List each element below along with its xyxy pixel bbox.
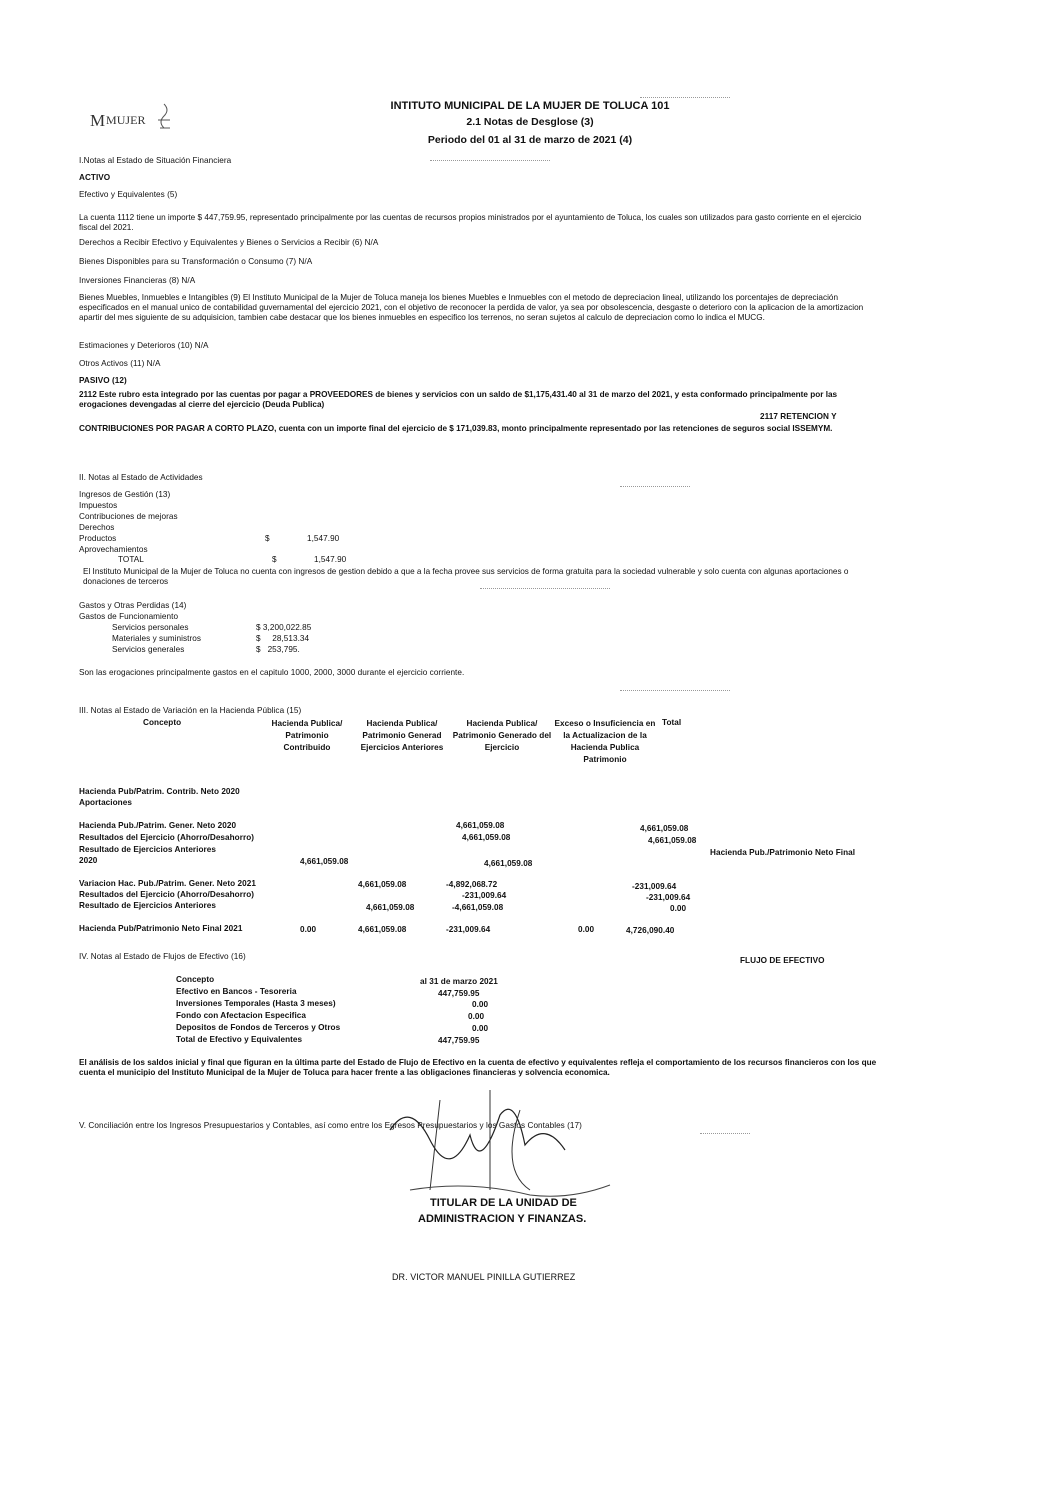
gasto-item-value: $ 253,795. [256, 645, 300, 654]
table-cell-total: 4,661,059.08 [648, 836, 697, 845]
signature-role-2: ADMINISTRACION Y FINANZAS. [418, 1213, 587, 1225]
table-row-label: Resultados del Ejercicio (Ahorro/Desahorro) [79, 890, 255, 899]
productos-currency: $ [265, 534, 270, 543]
table-row-label: Aportaciones [79, 798, 132, 807]
retencion-text: CONTRIBUCIONES POR PAGAR A CORTO PLAZO, cuenta con un importe final del ejercicio de $ 171,039.83, monto principalmente representado por las retenciones de seguros social ISSEMYM. [79, 424, 833, 433]
ingresos-total-currency: $ [272, 555, 277, 564]
table-cell: 4,661,059.08 [358, 925, 407, 934]
scan-noise [620, 486, 690, 487]
section-1-title: I.Notas al Estado de Situación Financiera [79, 156, 232, 165]
gasto-item-label: Servicios generales [112, 645, 185, 654]
table-cell: -4,661,059.08 [452, 903, 504, 912]
flujo-row-value: 447,759.95 [438, 1036, 480, 1045]
pasivo-text: 2112 Este rubro esta integrado por las cuentas por pagar a PROVEEDORES de bienes y servicios con un saldo de $1,175,431.40 al 31 de marzo del 2021, y esta conformado principalmente por las erogaciones devengadas al cierre del ejercicio (Deuda Publica) [79, 390, 838, 409]
gasto-item-label: Materiales y suministros [112, 634, 202, 643]
col-header-anteriores: Hacienda Publica/ Patrimonio Generad Ejercicios Anteriores [360, 719, 444, 752]
table-cell: 0.00 [300, 925, 317, 934]
signature-image [370, 1090, 630, 1210]
scan-noise [620, 690, 730, 691]
table-cell: 0.00 [578, 925, 595, 934]
flujo-row-label: Fondo con Afectacion Especifica [176, 1011, 306, 1020]
table-cell: 4,661,059.08 [484, 859, 533, 868]
flujo-row-label: Efectivo en Bancos - Tesoreria [176, 987, 297, 996]
table-row-label: Hacienda Pub/Patrim. Contrib. Neto 2020 [79, 787, 240, 796]
flujo-row-value: 447,759.95 [438, 989, 480, 998]
col-header-exceso: Exceso o Insuficiencia en la Actualizacion de la Hacienda Publica Patrimonio [554, 719, 656, 764]
document-subtitle: 2.1 Notas de Desglose (3) [466, 116, 594, 128]
pasivo-heading: PASIVO (12) [79, 376, 127, 385]
section-2-title: II. Notas al Estado de Actividades [79, 473, 203, 482]
gastos-text: Son las erogaciones principalmente gastos en el capitulo 1000, 2000, 3000 durante el ejercicio corriente. [79, 668, 465, 677]
scan-noise [640, 97, 730, 98]
table-cell: 4,661,059.08 [462, 833, 511, 842]
scan-noise [480, 588, 610, 589]
retencion-heading: 2117 RETENCION Y [760, 412, 837, 421]
table-cell-total: 0.00 [670, 904, 687, 913]
inversiones-line: Inversiones Financieras (8) N/A [79, 276, 196, 285]
flujo-row-value: 0.00 [468, 1012, 485, 1021]
productos-value: 1,547.90 [307, 534, 340, 543]
signature-scribble-icon [370, 1090, 630, 1210]
bienes-disponibles-line: Bienes Disponibles para su Transformación o Consumo (7) N/A [79, 257, 313, 266]
table-cell: 4,661,059.08 [456, 821, 505, 830]
gasto-item-label: Servicios personales [112, 623, 189, 632]
table-cell-total: 4,661,059.08 [640, 824, 689, 833]
table-cell: -231,009.64 [462, 891, 507, 900]
table-row-label: Resultados del Ejercicio (Ahorro/Desahorro) [79, 833, 255, 842]
ingresos-total-value: 1,547.90 [314, 555, 347, 564]
section-5-title: V. Conciliación entre los Ingresos Presupuestarios y Contables, así como entre los Egresos Presupuestarios y los Gastos Contables (17) [79, 1121, 582, 1130]
institution-logo [72, 98, 192, 138]
signature-name: DR. VICTOR MANUEL PINILLA GUTIERREZ [392, 1272, 576, 1282]
ingreso-item: Impuestos [79, 501, 118, 510]
table-side-label: Hacienda Pub./Patrimonio Neto Final [710, 848, 856, 857]
flujo-row-label: Depositos de Fondos de Terceros y Otros [176, 1023, 341, 1032]
flujo-concepto-header: Concepto [176, 975, 215, 984]
table-row-label: 2020 [79, 856, 98, 865]
document-period: Periodo del 01 al 31 de marzo de 2021 (4) [427, 134, 633, 146]
ingresos-title: Ingresos de Gestión (13) [79, 490, 171, 499]
gasto-item-value: $ 3,200,022.85 [256, 623, 312, 632]
ingreso-item: Derechos [79, 523, 115, 532]
section-3-title: III. Notas al Estado de Variación en la Hacienda Pública (15) [79, 706, 302, 715]
gastos-funcionamiento: Gastos de Funcionamiento [79, 612, 179, 621]
ingresos-text: El Instituto Municipal de la Mujer de Toluca no cuenta con ingresos de gestion debido a que a la fecha provee sus servicios de forma gratuita para la sociedad vulnerable y solo cuenta con algunas aportaciones o donaciones de terceros [83, 567, 849, 586]
col-header-contribuido: Hacienda Publica/ Patrimonio Contribuido [271, 719, 343, 752]
gastos-title: Gastos y Otras Perdidas (14) [79, 601, 187, 610]
col-header-concepto: Concepto [143, 718, 182, 727]
table-row-label: Hacienda Pub./Patrim. Gener. Neto 2020 [79, 821, 237, 830]
table-cell-total: 4,726,090.40 [626, 926, 675, 935]
efectivo-text: La cuenta 1112 tiene un importe $ 447,759.95, representado principalmente por las cuentas de recursos propios ministrados por el ayuntamiento de Toluca, los cuales son utilizados para gasto corriente en el ejercicio fiscal del 2021. [79, 213, 862, 232]
bienes-muebles-text: Bienes Muebles, Inmuebles e Intangibles (9) El Instituto Municipal de la Mujer de Toluca maneja los bienes Muebles e Inmuebles con el metodo de depreciacion lineal, utilizando los porcentajes de depreciación especificados en el manual unico de contabilidad guvernamental del ejercicio 2021, con el objetivo de reconocer la perdida de valor, ya sea por obsolescencia, desgaste o deterioro con la aplicacion de la amortizacion apartir del mes siguiente de su adquisicion, tambien cabe destacar que los bienes inmuebles en especifico los terrenos, no seran sujetos al calculo de depreciacion como lo indica el MUCG. [79, 293, 864, 322]
flujo-row-value: 0.00 [472, 1000, 489, 1009]
table-row-label: Resultado de Ejercicios Anteriores [79, 901, 216, 910]
table-cell: 4,661,059.08 [366, 903, 415, 912]
svg-text:M: M [90, 111, 106, 130]
derechos-line: Derechos a Recibir Efectivo y Equivalentes y Bienes o Servicios a Recibir (6) N/A [79, 238, 379, 247]
ingresos-total-label: TOTAL [118, 555, 144, 564]
otros-activos-line: Otros Activos (11) N/A [79, 359, 161, 368]
table-cell: 4,661,059.08 [358, 880, 407, 889]
section-4-title: IV. Notas al Estado de Flujos de Efectivo (16) [79, 952, 246, 961]
table-cell: 4,661,059.08 [300, 857, 349, 866]
flujo-analysis-text: El análisis de los saldos inicial y final que figuran en la última parte del Estado de Flujo de Efectivo en la cuenta de efectivo y equivalentes refleja el comportamiento de los recursos financieros con los que cuenta el municipio del Instituto Municipal de la Mujer de Toluca para hacer frente a las obligaciones financieras y solvencia economica. [79, 1058, 877, 1077]
scan-noise [700, 1133, 750, 1134]
table-cell: -4,892,068.72 [446, 880, 498, 889]
institution-title: INTITUTO MUNICIPAL DE LA MUJER DE TOLUCA 101 [390, 100, 670, 112]
table-cell-total: -231,009.64 [646, 893, 691, 902]
activo-heading: ACTIVO [79, 173, 111, 182]
ingreso-item: Contribuciones de mejoras [79, 512, 178, 521]
estimaciones-line: Estimaciones y Deterioros (10) N/A [79, 341, 209, 350]
flujo-row-label: Inversiones Temporales (Hasta 3 meses) [176, 999, 336, 1008]
table-cell-total: -231,009.64 [632, 882, 677, 891]
logo-text: MUJER [106, 113, 146, 127]
flujo-date-header: al 31 de marzo 2021 [420, 977, 498, 986]
col-header-total: Total [662, 718, 682, 727]
table-cell: -231,009.64 [446, 925, 491, 934]
signature-role-1: TITULAR DE LA UNIDAD DE [430, 1197, 577, 1209]
ingreso-item: Productos [79, 534, 117, 543]
flujo-row-value: 0.00 [472, 1024, 489, 1033]
gasto-item-value: $ 28,513.34 [256, 634, 310, 643]
efectivo-title: Efectivo y Equivalentes (5) [79, 190, 178, 199]
flujo-row-label: Total de Efectivo y Equivalentes [176, 1035, 303, 1044]
table-row-label: Hacienda Pub/Patrimonio Neto Final 2021 [79, 924, 243, 933]
table-row-label: Variacion Hac. Pub./Patrim. Gener. Neto 2021 [79, 879, 256, 888]
ingreso-item: Aprovechamientos [79, 545, 148, 554]
table-row-label: Resultado de Ejercicios Anteriores [79, 845, 216, 854]
flujo-heading: FLUJO DE EFECTIVO [740, 956, 825, 965]
col-header-ejercicio: Hacienda Publica/ Patrimonio Generado del Ejercicio [452, 719, 552, 752]
scan-noise [430, 160, 550, 161]
